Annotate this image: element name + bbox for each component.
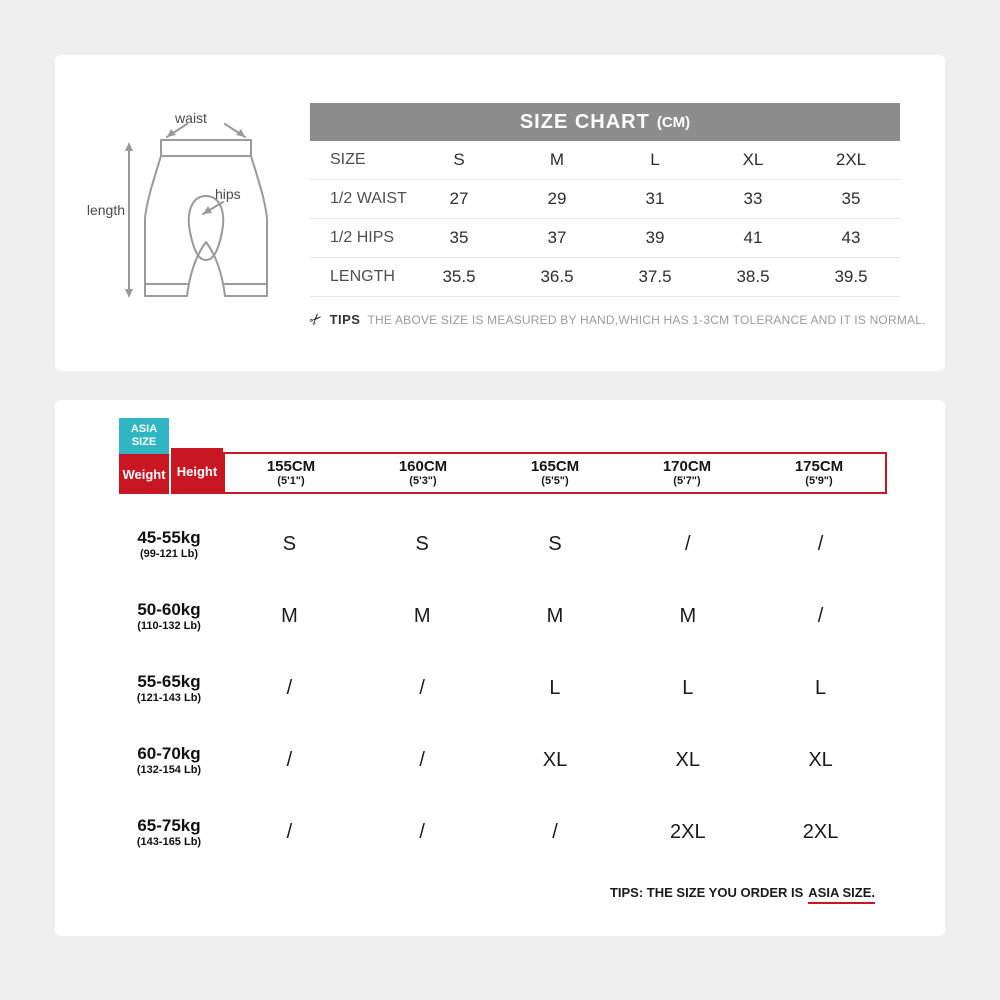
value-cell: 35.5	[442, 267, 476, 286]
height-columns-strip	[223, 452, 887, 494]
matrix-cell: S	[282, 532, 297, 555]
matrix-cell: L	[682, 676, 694, 699]
badge-line2: SIZE	[131, 436, 157, 448]
size-col-l: L	[650, 150, 660, 169]
weight-kg: 50-60kg	[137, 599, 201, 619]
value-cell: 35	[841, 189, 861, 208]
row-label: 1/2 WAIST	[330, 190, 407, 207]
matrix-cell: M	[413, 604, 431, 627]
weight-row-label	[55, 816, 223, 849]
size-table	[305, 103, 926, 330]
height-ft: (5'3")	[409, 474, 437, 487]
weight-row-label	[55, 672, 223, 705]
weight-row-label	[55, 600, 223, 633]
asia-tips-text: TIPS: THE SIZE YOU ORDER IS	[609, 885, 804, 900]
table-row-waist	[310, 180, 900, 219]
value-cell: 43	[841, 228, 861, 247]
asia-size-card	[55, 400, 945, 936]
matrix-cell: /	[286, 748, 293, 771]
row-label: 1/2 HIPS	[330, 229, 395, 246]
matrix-cell: XL	[808, 748, 833, 771]
value-cell: 37.5	[638, 267, 672, 286]
height-ft: (5'5")	[541, 474, 569, 487]
height-ft: (5'1")	[277, 474, 305, 487]
matrix-cell: L	[549, 676, 561, 699]
height-cm: 170CM	[662, 457, 712, 475]
matrix-cell: 2XL	[669, 820, 706, 843]
matrix-cell: /	[817, 532, 824, 555]
weight-kg: 60-70kg	[137, 743, 201, 763]
table-row-length	[310, 258, 900, 297]
waist-label: waist	[175, 110, 207, 126]
asia-size-badge	[119, 418, 169, 454]
matrix-cell: /	[685, 532, 691, 555]
matrix-cell: /	[419, 676, 425, 699]
weight-kg: 65-75kg	[137, 815, 201, 835]
value-cell: 33	[743, 189, 763, 208]
size-matrix	[55, 508, 887, 868]
weight-lb: (121-143 Lb)	[136, 691, 202, 704]
size-chart-unit: (CM)	[656, 113, 691, 131]
height-cm: 175CM	[794, 457, 844, 475]
weight-kg: 55-65kg	[137, 671, 201, 691]
length-label: length	[86, 202, 125, 218]
value-cell: 36.5	[540, 267, 574, 286]
hips-label: hips	[215, 186, 241, 202]
weight-lb: (143-165 Lb)	[136, 835, 202, 848]
height-col	[753, 459, 885, 488]
row-label: LENGTH	[330, 268, 395, 285]
matrix-cell: 2XL	[802, 820, 839, 843]
weight-lb: (132-154 Lb)	[136, 763, 202, 776]
size-header-row	[310, 141, 900, 180]
badge-line1: ASIA	[130, 423, 158, 435]
height-col	[489, 459, 621, 488]
asia-tips	[610, 885, 875, 900]
value-cell: 39.5	[834, 267, 868, 286]
height-ft: (5'7")	[673, 474, 701, 487]
value-cell: 29	[547, 189, 567, 208]
scissors-icon: ✂	[305, 309, 327, 330]
matrix-cell: S	[548, 532, 562, 555]
size-header-label: SIZE	[330, 151, 366, 168]
value-cell: 38.5	[736, 267, 770, 286]
size-chart-card	[55, 55, 945, 371]
tips-label: TIPS	[329, 312, 361, 327]
height-cm: 160CM	[398, 457, 448, 475]
matrix-cell: /	[552, 820, 558, 843]
matrix-cell: M	[546, 604, 564, 627]
matrix-cell: /	[286, 820, 293, 843]
shorts-diagram	[75, 100, 335, 350]
matrix-cell: S	[415, 532, 429, 555]
matrix-cell: XL	[542, 748, 568, 771]
height-col	[357, 459, 489, 488]
height-ft: (5'9")	[805, 474, 833, 487]
height-col	[225, 459, 357, 488]
size-chart-title-bar	[310, 103, 900, 141]
height-cm: 155CM	[266, 457, 316, 475]
weight-row-label	[55, 528, 223, 561]
weight-row-label	[55, 744, 223, 777]
matrix-cell: M	[679, 604, 697, 627]
weight-header: Weight	[119, 454, 169, 494]
value-cell: 35	[449, 228, 469, 247]
size-tips	[305, 309, 926, 330]
tips-text: THE ABOVE SIZE IS MEASURED BY HAND,WHICH HAS 1-3CM TOLERANCE AND IT IS NORMAL.	[367, 312, 926, 327]
weight-kg: 45-55kg	[137, 527, 201, 547]
matrix-cell: /	[286, 676, 293, 699]
matrix-cell: /	[817, 604, 824, 627]
weight-lb: (110-132 Lb)	[137, 619, 201, 632]
height-col	[621, 459, 753, 488]
matrix-cell: L	[815, 676, 827, 699]
table-row-hips	[310, 219, 900, 258]
value-cell: 31	[645, 189, 665, 208]
value-cell: 27	[449, 189, 469, 208]
value-cell: 41	[743, 228, 763, 247]
height-cm: 165CM	[530, 457, 580, 475]
shorts-outline-drawing	[75, 100, 335, 350]
value-cell: 37	[547, 228, 567, 247]
weight-lb: (99-121 Lb)	[139, 547, 199, 560]
height-header: Height	[171, 448, 223, 494]
size-col-xl: XL	[742, 150, 764, 169]
size-col-s: S	[453, 150, 465, 169]
asia-tips-highlight: ASIA SIZE.	[808, 885, 875, 904]
size-col-m: M	[549, 150, 565, 169]
size-col-2xl: 2XL	[835, 150, 867, 169]
matrix-cell: M	[281, 604, 298, 627]
size-chart-title: SIZE CHART	[519, 110, 650, 133]
matrix-cell: /	[419, 748, 425, 771]
value-cell: 39	[645, 228, 665, 247]
matrix-cell: XL	[675, 748, 701, 771]
matrix-cell: /	[419, 820, 425, 843]
